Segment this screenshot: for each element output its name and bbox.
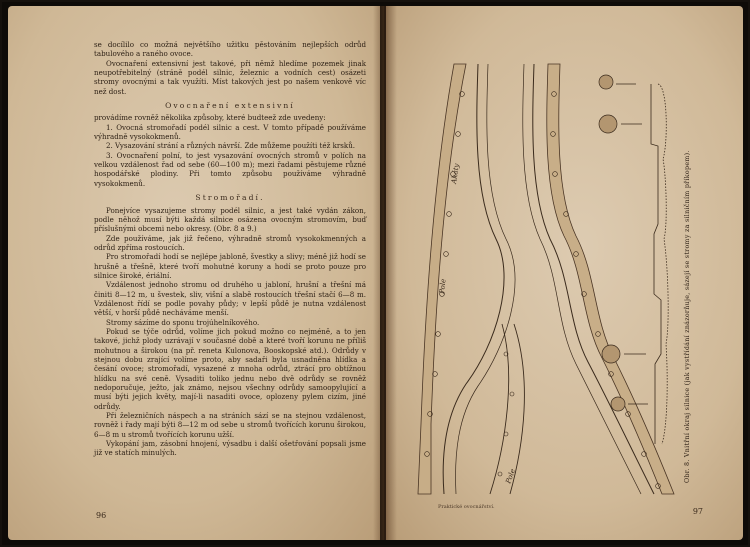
paragraph: provádíme rovněž několika způsoby, které budteež zde uvedeny: [94,113,326,123]
section-heading-extensive: Ovocnaření extensivní [165,101,295,111]
road-illustration [406,24,706,514]
paragraph: 3. Ovocnaření polní, to jest vysazování ovocných stromů v polích na velkou vzdálenost řad od sebe (60—100 m); mezi řadami pěstujeme různé hospodářské plodiny. Při tomto způsobu používáme výhradně vysokokmenů. [94,150,366,188]
paragraph: Vzdálenost jednoho stromu od druhého u jabloní, hrušní a třešní má činiti 8—12 m, u švestek, sliv, višní a slabě rostoucích třešní stačí 6—8 m. Vzdálenost řídí se podle povahy půdy; v lepší půdě je nutna vzdálenost větší, v horší půdě necháváme menší. [94,280,366,318]
branch-road-edge-a [490,324,509,494]
left-page-text [94,40,366,458]
paragraph: Stromy sázíme do sponu trojúhelníkového. [106,317,260,327]
road-label-pole-1: Pole [438,278,448,295]
branch-road-edge-b [510,324,524,494]
paragraph: 1. Ovocná stromořadí podél silnic a cest. V tomto případě používáme výhradně vysokokmenů. [94,122,366,142]
paragraph: Zde používáme, jak již řečeno, výhradně stromů vysokokmenných a odrůd zpříma rostoucích. [94,233,366,252]
figure-caption: Obr. 8. Vnitřní okraj silnice (jak vystřídání znázorňuje, sázejí se stromy za silničním příkopem). [684,150,691,483]
paragraph: Pro stromořadí hodí se nejlépe jabloně, švestky a slivy; méně již hodí se hrušně a třešně, které tvoří mohutné koruny a hodí se proto pouze pro silnice široké, ériální. [94,252,366,280]
paragraph: Ponejvíce vysazujeme stromy podél silnic, a jest také vydán zákon, podle něhož musí býti každá silnice osázena ovocným stromovím, buď příslušnými obcemi nebo okresy. (Obr. 8 a 9.) [94,205,366,234]
tree-markers [425,92,661,489]
section-heading-avenues: Stromořadí. [195,193,265,203]
left-page [8,6,380,540]
road-label-akaty: Akáty [450,163,461,185]
footer-note: Praktické ovocnářství. [438,504,495,510]
paragraph: Pokud se týče odrůd, volíme jich pokud možno co nejméně, a to jen takové, jichž plody uzrávají v současné době a které tvoří korunu ne příliš mohutnou a širokou (na př. reneta Kulonova, Booskopské atd.). Odrůdy v stejnou dobu zrající volíme proto, aby sadaři byla usnadněna hlídka a česání ovoce; stromořadí, vysazené z mnoha odrůd, ztrácí pro obtížnou hlídku na své ceně. Vysaditi toliko jednu nebo dvě odrůdy se rovněž nedoporučuje, ježto, jak známo, nejsou všechny odrůdy samoopylující a musí býti jejich květy, mají-li nasaditi ovoce, oplozeny pylem cizím, jiné odrůdy. [94,326,366,411]
paragraph: Vykopání jam, zásobní hnojení, výsadbu i další ošetřování popsali jsme již ve statích minulých. [94,439,366,458]
book-gutter [373,6,397,540]
right-page [386,6,743,540]
page-number-right: 97 [692,507,703,516]
paragraph: se docílilo co možná největšího užitku pěstováním nejlepších odrůd tabulového a raného ovoce. [94,40,366,59]
road-label-pole-2: Pole [504,467,518,485]
page-number-left: 96 [96,511,107,520]
paragraph: Ovocnaření extensivní jest takové, při němž hledíme pozemek jinak neupotřebitelný (stráně podél silnic, železnic a vodních cest) osázeti stromy ovocnými a tak využíti. Míst takových jest po našem venkově víc než dost. [94,58,366,96]
paragraph: Při železničních náspech a na stráních sází se na stejnou vzdálenost, rovněž i řady mají býti 8—12 m od sebe u stromů tvořících korunu širokou, 6—8 m u stromů tvořících korunu užší. [94,411,366,439]
open-book [2,2,748,545]
paragraph: 2. Vysazování strání a různých návrší. Zde můžeme použíti též krsků. [106,141,356,151]
road-edge-left-inner [456,64,518,494]
